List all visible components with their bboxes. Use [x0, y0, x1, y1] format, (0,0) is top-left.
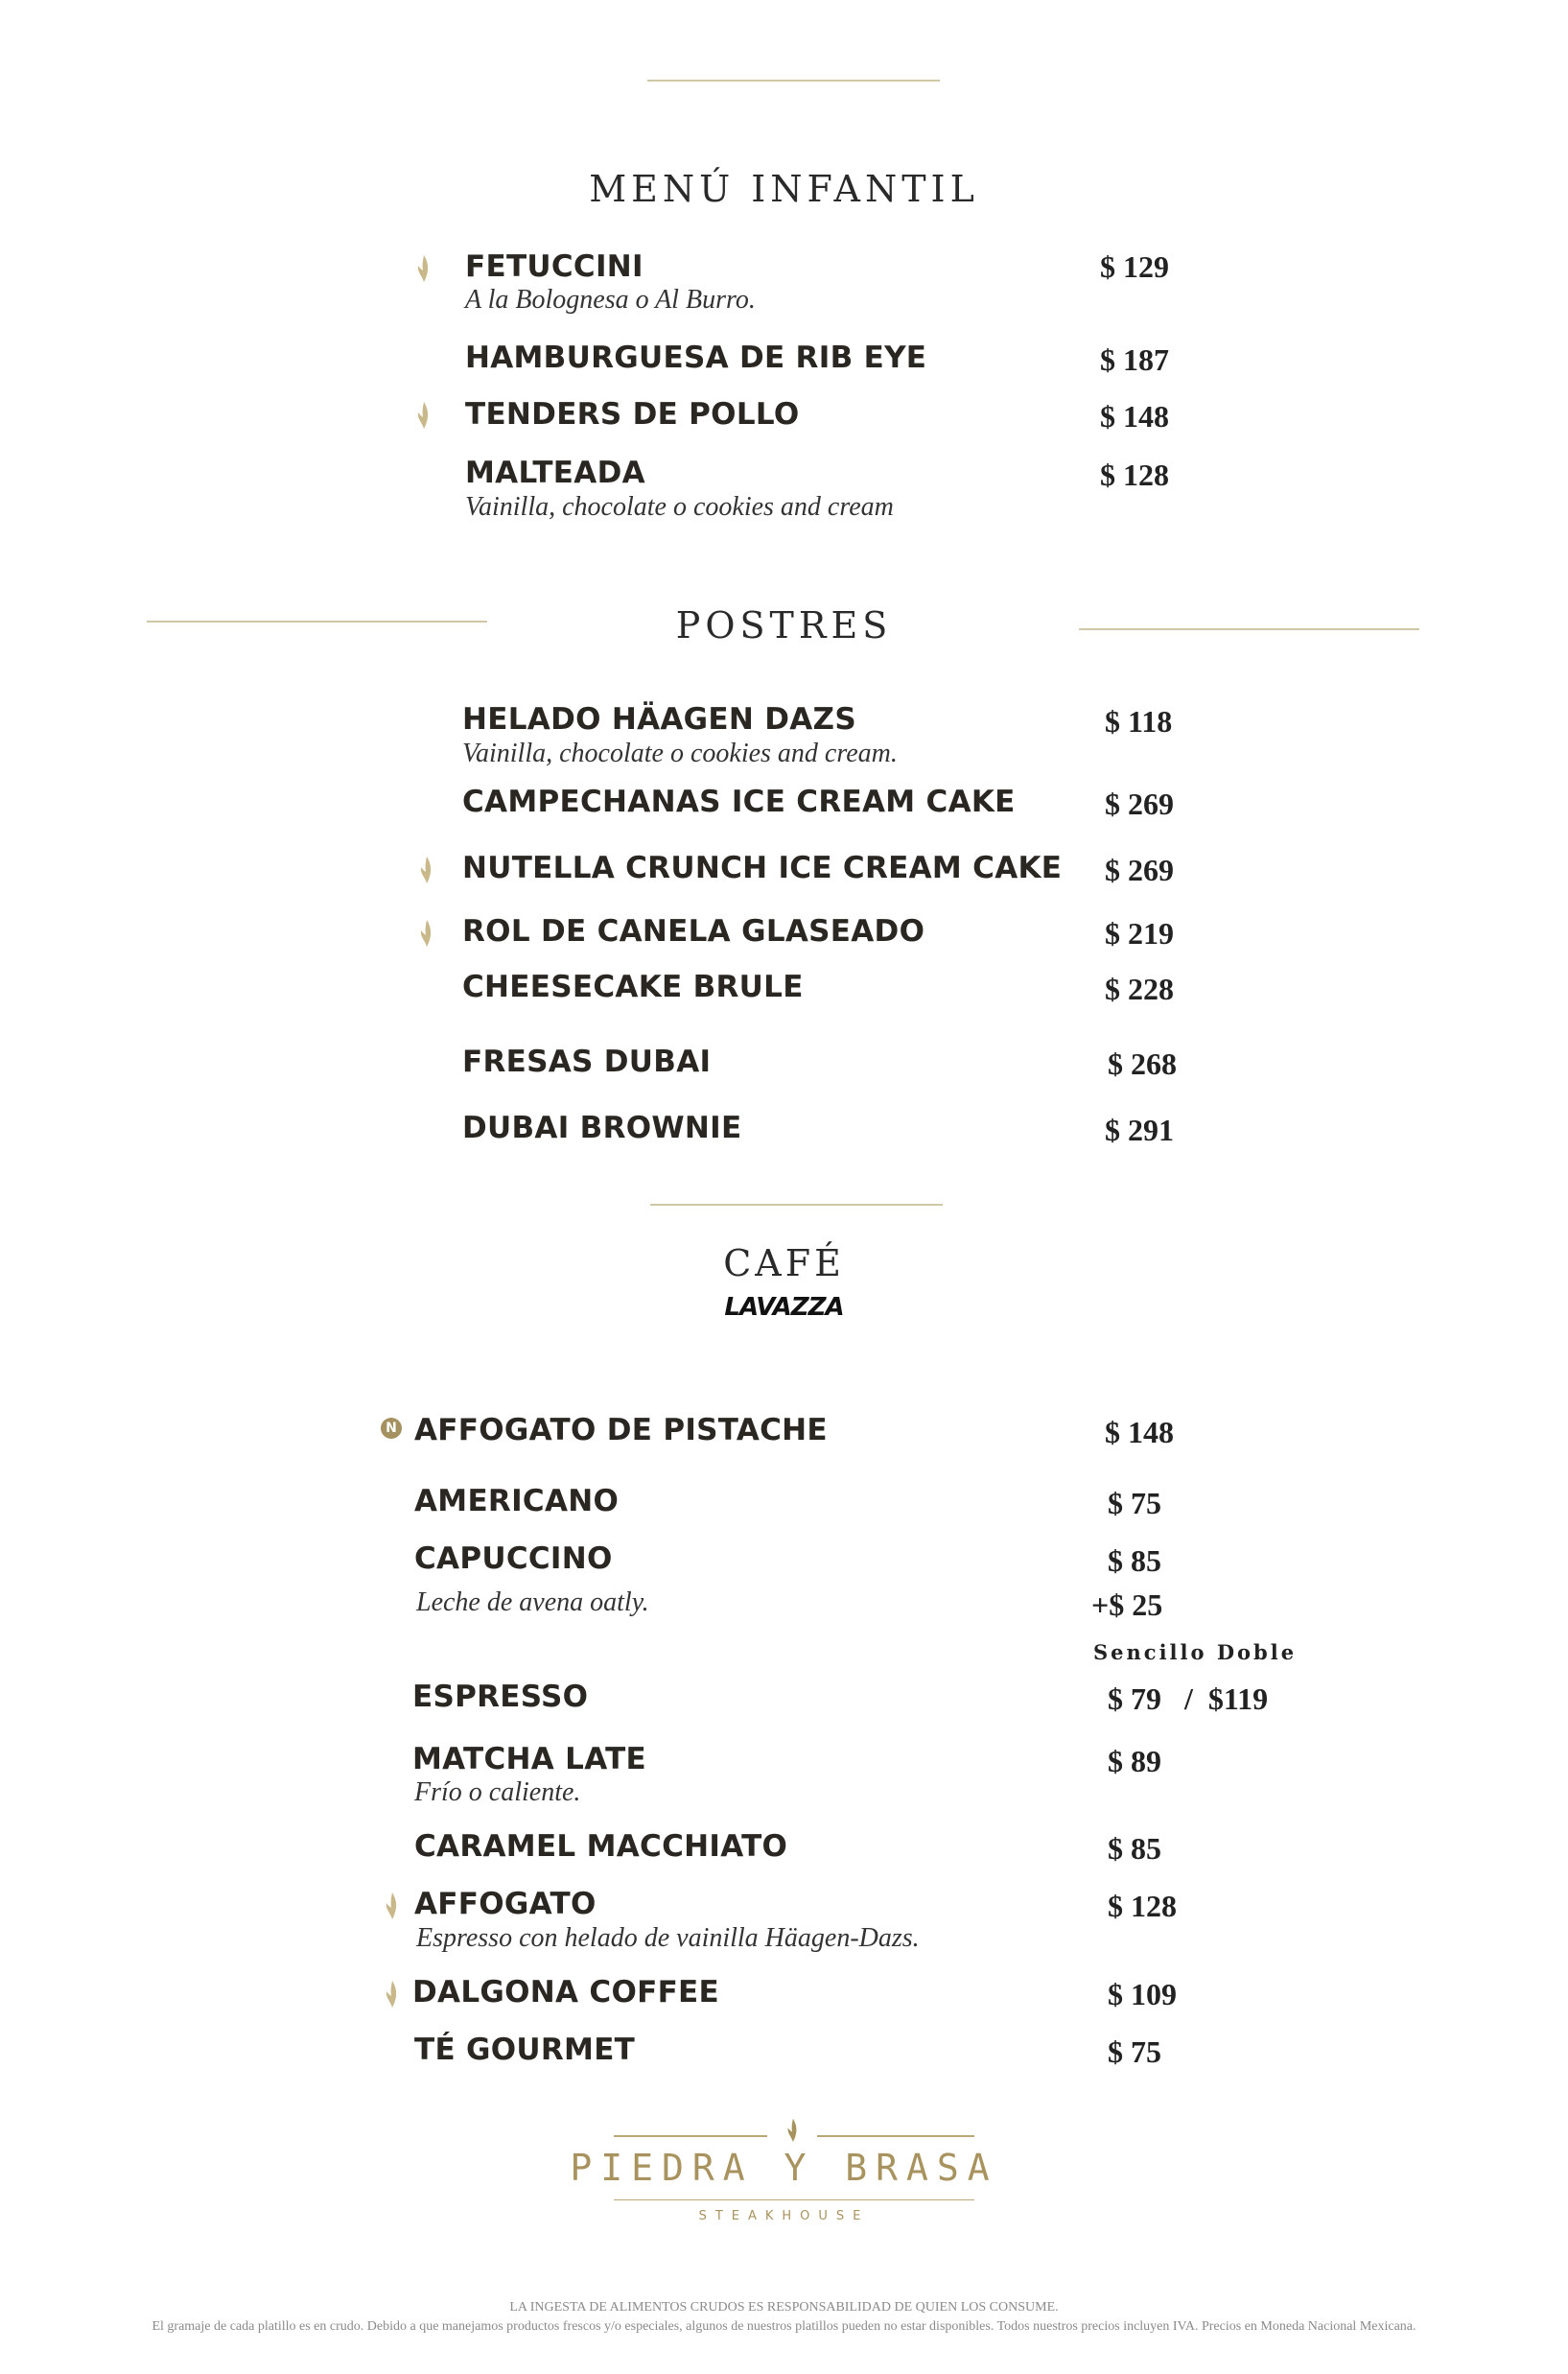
- flame-icon: [418, 856, 433, 884]
- menu-item-price: $ 85: [1108, 1831, 1161, 1866]
- menu-item-price: $ 269: [1105, 853, 1174, 887]
- menu-item-description: Frío o caliente.: [414, 1777, 581, 1807]
- brand-logo-name: PIEDRA Y BRASA: [570, 2147, 998, 2189]
- menu-item-name: MATCHA LATE: [412, 1742, 647, 1776]
- logo-rule-bottom: [614, 2199, 974, 2200]
- menu-item-price: $ 291: [1105, 1113, 1174, 1147]
- flame-icon: [418, 919, 433, 948]
- menu-item-price: $ 75: [1108, 2034, 1161, 2069]
- logo-rule-right: [817, 2135, 974, 2137]
- menu-item-price: $ 219: [1105, 916, 1174, 951]
- menu-item-name: NUTELLA CRUNCH ICE CREAM CAKE: [462, 851, 1063, 885]
- legal-notice: LA INGESTA DE ALIMENTOS CRUDOS ES RESPONSABILIDAD DE QUIEN LOS CONSUME.: [509, 2300, 1059, 2315]
- section-title-coffee: CAFÉ: [723, 1242, 845, 1284]
- menu-item-name: DALGONA COFFEE: [412, 1975, 720, 2010]
- section-title-kids: MENÚ INFANTIL: [589, 168, 979, 210]
- menu-item-name: CAMPECHANAS ICE CREAM CAKE: [462, 785, 1016, 819]
- menu-item-description: Espresso con helado de vainilla Häagen-Dazs.: [416, 1923, 920, 1953]
- menu-item-name: TÉ GOURMET: [414, 2033, 636, 2067]
- section-title-desserts: POSTRES: [675, 604, 893, 646]
- menu-item-name: CAPUCCINO: [414, 1541, 613, 1576]
- menu-item-price: $ 89: [1108, 1744, 1161, 1778]
- menu-item-price: $ 148: [1105, 1415, 1174, 1449]
- menu-item-price: +$ 25: [1091, 1587, 1163, 1622]
- menu-item-price: $ 148: [1100, 399, 1169, 434]
- logo-flame-icon: [785, 2118, 799, 2143]
- menu-item-name: HELADO HÄAGEN DAZS: [462, 702, 856, 737]
- lavazza-logo: LAVAZZA: [724, 1293, 844, 1322]
- menu-item-price: $ 128: [1100, 458, 1169, 492]
- menu-item-name: DUBAI BROWNIE: [462, 1111, 742, 1145]
- menu-item-name: CARAMEL MACCHIATO: [414, 1829, 788, 1864]
- menu-item-description: Vainilla, chocolate o cookies and cream: [465, 492, 894, 522]
- menu-item-price: $ 118: [1105, 704, 1173, 739]
- menu-item-price: $ 79 / $119: [1108, 1681, 1269, 1716]
- divider-top: [647, 80, 940, 82]
- brand-logo-subtitle: STEAKHOUSE: [698, 2209, 870, 2223]
- logo-rule-left: [614, 2135, 767, 2137]
- menu-item-name: AFFOGATO DE PISTACHE: [414, 1413, 828, 1447]
- flame-icon: [384, 1980, 399, 2009]
- menu-item-description: A la Bolognesa o Al Burro.: [465, 285, 756, 315]
- menu-item-price: $ 187: [1100, 342, 1169, 377]
- legal-disclaimer: El gramaje de cada platillo es en crudo. Debido a que manejamos productos frescos y/o especiales, algunos de nuestros platillos pueden no estar disponibles. Todos nuestros precios incluyen IVA. Precios en Moneda Nacional Mexicana.: [152, 2319, 1416, 2334]
- menu-item-name: MALTEADA: [465, 456, 645, 490]
- menu-item-price: $ 269: [1105, 787, 1174, 821]
- menu-item-name: TENDERS DE POLLO: [465, 397, 800, 432]
- menu-item-name: AMERICANO: [414, 1484, 620, 1518]
- divider-middle: [650, 1204, 943, 1206]
- menu-item-price: $ 129: [1100, 249, 1169, 284]
- size-labels: Sencillo Doble: [1093, 1640, 1298, 1664]
- menu-item-price: $ 75: [1108, 1486, 1161, 1520]
- menu-item-price: $ 109: [1108, 1977, 1177, 2011]
- menu-item-price: $ 85: [1108, 1543, 1161, 1578]
- menu-item-name: ESPRESSO: [412, 1680, 589, 1714]
- flame-icon: [415, 254, 431, 283]
- menu-item-description: Leche de avena oatly.: [416, 1587, 649, 1617]
- nut-badge-icon: N: [381, 1418, 402, 1439]
- menu-item-name: CHEESECAKE BRULE: [462, 970, 804, 1004]
- menu-item-name: FETUCCINI: [465, 249, 644, 284]
- flame-icon: [384, 1892, 399, 1920]
- menu-item-price: $ 128: [1108, 1889, 1177, 1923]
- flame-icon: [415, 401, 431, 430]
- menu-item-name: FRESAS DUBAI: [462, 1045, 712, 1079]
- menu-item-name: AFFOGATO: [414, 1887, 597, 1921]
- menu-item-name: ROL DE CANELA GLASEADO: [462, 914, 925, 949]
- menu-item-name: HAMBURGUESA DE RIB EYE: [465, 341, 927, 375]
- menu-item-price: $ 268: [1108, 1046, 1177, 1081]
- menu-item-description: Vainilla, chocolate o cookies and cream.: [462, 739, 898, 768]
- menu-item-price: $ 228: [1105, 972, 1174, 1006]
